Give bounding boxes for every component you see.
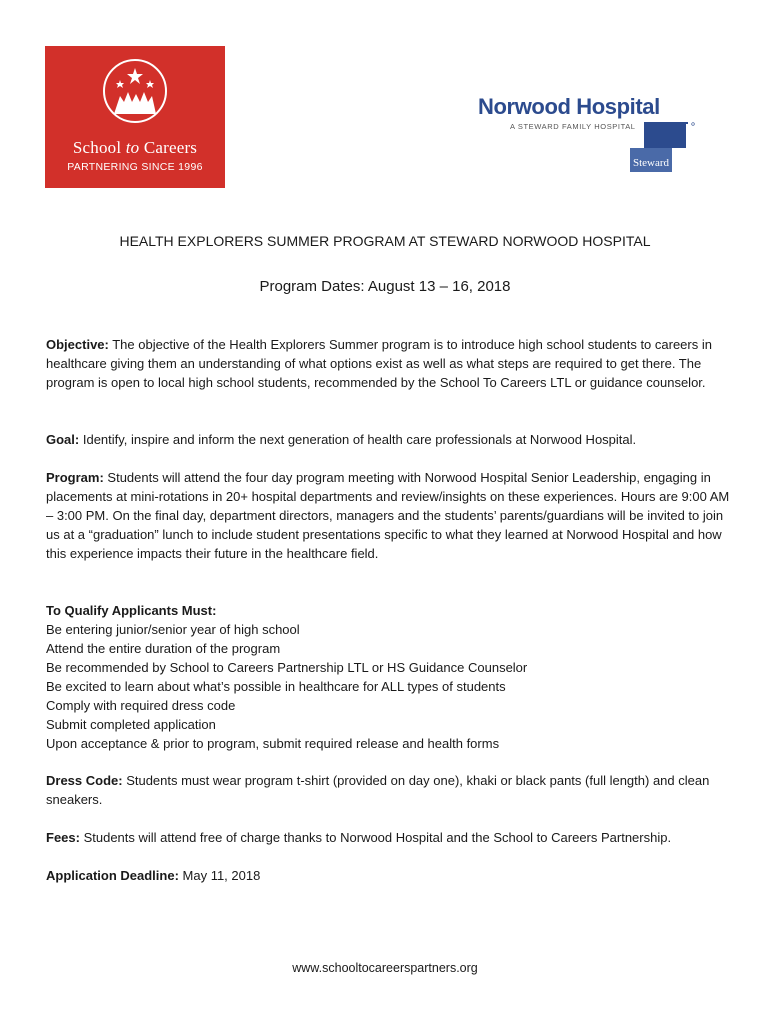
stc-logo-tagline: PARTNERING SINCE 1996 bbox=[67, 161, 203, 173]
program-section bbox=[46, 468, 736, 563]
dress-code-label: Dress Code: bbox=[46, 773, 123, 788]
deadline-section bbox=[46, 866, 736, 885]
school-to-careers-logo bbox=[45, 46, 225, 188]
fees-section bbox=[46, 828, 736, 847]
steward-mark-text: Steward bbox=[633, 157, 670, 169]
qualify-section bbox=[46, 601, 736, 753]
qualify-item: Attend the entire duration of the program bbox=[46, 641, 281, 656]
stars-hands-emblem-icon bbox=[100, 56, 170, 126]
qualify-item: Comply with required dress code bbox=[46, 698, 236, 713]
qualify-label: To Qualify Applicants Must: bbox=[46, 603, 217, 618]
program-dates: Program Dates: August 13 – 16, 2018 bbox=[259, 278, 511, 295]
goal-text: Identify, inspire and inform the next generation of health care professionals at Norwood Hospital. bbox=[79, 432, 637, 447]
deadline-label: Application Deadline: bbox=[46, 868, 179, 883]
program-label: Program: bbox=[46, 470, 104, 485]
fees-label: Fees: bbox=[46, 830, 80, 845]
objective-text: The objective of the Health Explorers Summer program is to introduce high school students to careers in healthcare giving them an understanding of what options exist as well as what steps are required to get there. The program is open to local high school students, recommended by the School To Careers LTL or guidance counselor. bbox=[46, 337, 712, 390]
goal-section bbox=[46, 430, 736, 449]
goal-label: Goal: bbox=[46, 432, 80, 447]
objective-section bbox=[46, 335, 736, 392]
norwood-logo-subtitle: A STEWARD FAMILY HOSPITAL bbox=[510, 122, 636, 131]
deadline-text: May 11, 2018 bbox=[178, 868, 261, 883]
objective-label: Objective: bbox=[46, 337, 109, 352]
dress-code-section bbox=[46, 771, 736, 809]
qualify-item: Be entering junior/senior year of high school bbox=[46, 622, 300, 637]
qualify-item: Be recommended by School to Careers Partnership LTL or HS Guidance Counselor bbox=[46, 660, 528, 675]
steward-mark-icon bbox=[616, 122, 702, 172]
dress-code-text: Students must wear program t-shirt (provided on day one), khaki or black pants (full length) and clean sneakers. bbox=[46, 773, 710, 807]
qualify-item: Be excited to learn about what’s possible in healthcare for ALL types of students bbox=[46, 679, 506, 694]
footer-website[interactable]: www.schooltocareerspartners.org bbox=[292, 961, 478, 975]
stc-logo-name: School to Careers bbox=[72, 138, 198, 157]
norwood-logo-title: Norwood Hospital bbox=[478, 94, 660, 119]
norwood-hospital-logo bbox=[474, 94, 704, 174]
fees-text: Students will attend free of charge thanks to Norwood Hospital and the School to Careers Partnership. bbox=[79, 830, 672, 845]
program-text: Students will attend the four day program meeting with Norwood Hospital Senior Leadership, engaging in placements at mini-rotations in 20+ hospital departments and review/insights on these experiences. Hours are 9:00 AM – 3:00 PM. On the final day, department directors, managers and the students’ parents/guardians will be invited to join us at a “graduation” lunch to include student presentations specific to what they learned at Norwood Hospital and how this experience impacts their future in the healthcare field. bbox=[46, 470, 730, 561]
qualify-item: Submit completed application bbox=[46, 717, 216, 732]
qualify-item: Upon acceptance & prior to program, submit required release and health forms bbox=[46, 736, 500, 751]
document-title: HEALTH EXPLORERS SUMMER PROGRAM AT STEWARD NORWOOD HOSPITAL bbox=[119, 233, 651, 249]
